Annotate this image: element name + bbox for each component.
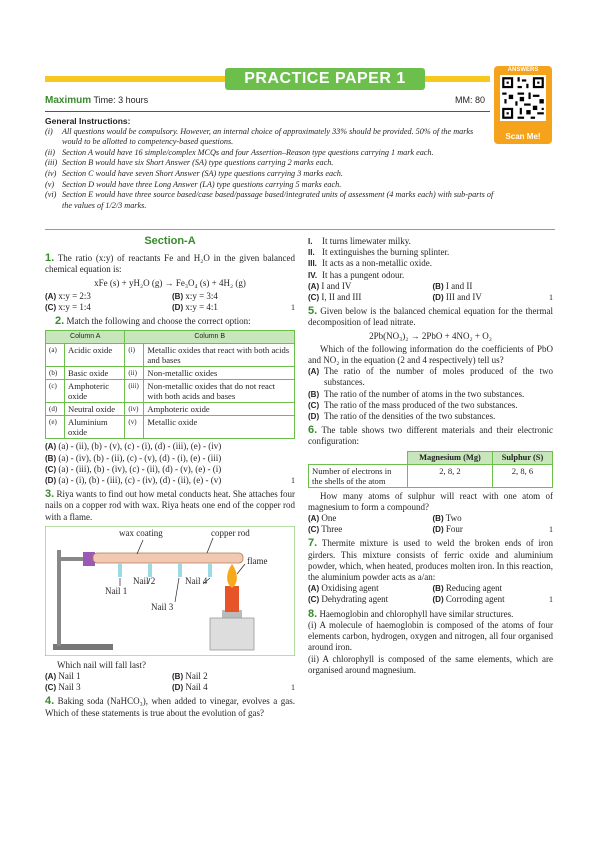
section-title: Section-A [144, 235, 196, 247]
header-divider [45, 111, 490, 112]
q7-option[interactable]: (C) Dehydrating agent [308, 594, 389, 605]
scan-me-label: Scan Me! [505, 132, 541, 141]
instructions-divider [45, 229, 555, 230]
q1-option[interactable]: (D) x:y = 4:1 1 [172, 302, 295, 313]
apparatus-illustration [45, 526, 295, 656]
q2-option[interactable]: (C) (a) - (iii), (b) - (iv), (c) - (ii), (d) - (v), (e) - (i) [45, 463, 222, 474]
column-a-header: Column A [46, 331, 125, 344]
q8-statement-1: (i) A molecule of haemoglobin is composed of the atoms of four elements carbon, hydrogen, oxygen and nitrogen, all four organised around iron. [308, 619, 553, 653]
q3-options [45, 671, 295, 693]
wax-coating-label: wax coating [119, 527, 163, 538]
q4-options [308, 281, 553, 303]
title-banner [45, 68, 490, 90]
instruction-item: (ii) Section A would have 16 simple/complex MCQs and four Assertion–Reason type questions carrying 1 mark each. [45, 147, 434, 157]
nail-2-label: Nail 2 [133, 575, 156, 586]
general-instructions [45, 116, 495, 211]
electron-config-table [308, 451, 553, 488]
question-2: 2. Match the following and choose the correct option: [55, 315, 251, 328]
instruction-item: (i) All questions would be compulsory. However, an internal choice of approximately 33% should be provided. 50% of the marks would to be allotted to competency-based questions. [45, 126, 474, 147]
right-column [308, 236, 553, 676]
q6-option[interactable]: (C) Three [308, 524, 343, 535]
q6-question: How many atoms of sulphur will react with one atom of magnesium to form a compound? [308, 490, 553, 512]
table-row: (e) Aluminium oxide (v) Metallic oxide [46, 416, 295, 439]
table-row: (d) Neutral oxide (iv) Amphoteric oxide [46, 403, 295, 416]
q7-option[interactable]: (D) Corroding agent 1 [432, 594, 553, 605]
magnesium-header: Magnesium (Mg) [408, 451, 493, 464]
q6-option[interactable]: (D) Four 1 [432, 524, 553, 535]
left-column [45, 236, 295, 719]
sulphur-header: Sulphur (S) [492, 451, 552, 464]
instruction-item: (vi) Section E would have three source based/case based/passage based/integrated units of assessment (4 marks each) with sub-parts of the values of 1/2/3 marks. [45, 190, 494, 210]
q2-option[interactable]: (B) (a) - (iv), (b) - (ii), (c) - (v), (d) - (i), (e) - (iii) [45, 452, 222, 463]
q1-options [45, 291, 295, 313]
q5-option[interactable]: (A) The ratio of the number of moles produced of the two substances. [308, 366, 553, 388]
q4-statement: II. It extinguishes the burning splinter. [308, 247, 450, 258]
q3-option[interactable]: (A) Nail 1 [45, 671, 81, 682]
instructions-title: General Instructions: [45, 116, 131, 126]
q6-options [308, 513, 553, 535]
q5-option[interactable]: (C) The ratio of the mass produced of the two substances. [308, 399, 518, 410]
q1-option[interactable]: (A) x:y = 2:3 [45, 290, 91, 301]
heat-conduction-diagram [45, 526, 295, 656]
nail-3-label: Nail 3 [151, 601, 174, 612]
question-6: 6. The table shows two different materials and their electronic configuration: [308, 424, 553, 447]
q7-options [308, 583, 553, 605]
copper-rod-label: copper rod [211, 527, 250, 538]
q1-marks: 1 [291, 303, 295, 313]
column-b-header: Column B [125, 331, 295, 344]
q4-statement: III. It acts as a non-metallic oxide. [308, 258, 432, 269]
q6-option[interactable]: (B) Two [432, 513, 462, 524]
q3-option[interactable]: (D) Nail 4 1 [172, 682, 295, 693]
q6-marks: 1 [549, 525, 553, 535]
q4-option[interactable]: (A) I and IV [308, 280, 352, 291]
q1-option[interactable]: (C) x:y = 1:4 [45, 302, 91, 313]
q5-option[interactable]: (B) The ratio of the number of atoms in the two substances. [308, 388, 525, 399]
table-row: (b) Basic oxide (ii) Non-metallic oxides [46, 367, 295, 380]
flame-label: flame [247, 555, 268, 566]
answers-label: ANSWERS [507, 67, 539, 73]
question-1: 1. The ratio (x:y) of reactants Fe and H₂O in the given balanced chemical equation is: [45, 252, 295, 275]
question-4: 4. Baking soda (NaHCO₃), when added to vinegar, evolves a gas. Which of these statements is true about the evolution of gas? [45, 695, 295, 718]
q1-equation: xFe (s) + yH₂O (g) → Fe₃O₄ (s) + 4H₂ (g) [94, 277, 246, 288]
qr-code-icon[interactable] [500, 75, 546, 121]
maximum-label: Maximum [45, 95, 92, 106]
q7-option[interactable]: (A) Oxidising agent [308, 583, 379, 594]
q2-option[interactable]: (A) (a) - (ii), (b) - (v), (c) - (i), (d) - (iii), (e) - (iv) [45, 441, 222, 452]
q3-option[interactable]: (B) Nail 2 [172, 671, 208, 682]
table-row: Number of electrons in the shells of the atom 2, 8, 2 2, 8, 6 [309, 464, 553, 487]
q4-option[interactable]: (D) III and IV 1 [432, 292, 553, 303]
question-5: 5. Given below is the balanced chemical equation for the thermal decomposition of lead nitrate. [308, 305, 553, 328]
q3-option[interactable]: (C) Nail 3 [45, 682, 81, 693]
question-8: 8. Haemoglobin and chlorophyll have similar structures. [308, 607, 514, 620]
nail-4-label: Nail 4 [185, 575, 208, 586]
match-table [45, 330, 295, 439]
nail-1-label: Nail 1 [105, 585, 128, 596]
q4-statement: IV. It has a pungent odour. [308, 269, 405, 280]
instruction-item: (v) Section D would have three Long Answer (LA) type questions carrying 5 marks each. [45, 179, 342, 189]
q4-option[interactable]: (B) I and II [432, 280, 473, 291]
q5-equation: 2Pb(NO₃)₂ → 2PbO + 4NO₂ + O₂ [369, 330, 492, 341]
q5-question: Which of the following information do the coefficients of PbO and NO₂ in the equation (2 and 4 respectively) tell us? [308, 343, 553, 366]
q6-option[interactable]: (A) One [308, 513, 337, 524]
q3-marks: 1 [291, 683, 295, 693]
q7-marks: 1 [549, 595, 553, 605]
table-row: (a) Acidic oxide (i) Metallic oxides that react with both acids and bases [46, 344, 295, 367]
q8-statement-2: (ii) A chlorophyll is composed of the same elements, which are organised around magnesium. [308, 653, 553, 675]
q3-question: Which nail will fall last? [57, 659, 146, 670]
table-row: (c) Amphoteric oxide (iii) Non-metallic oxides that do not react with both acids and bases [46, 380, 295, 403]
q1-option[interactable]: (B) x:y = 3:4 [172, 290, 218, 301]
q4-marks: 1 [549, 293, 553, 303]
max-marks: MM: 80 [454, 95, 485, 105]
paper-title: PRACTICE PAPER 1 [225, 68, 425, 90]
instruction-item: (iii) Section B would have six Short Answer (SA) type questions carrying 2 marks each. [45, 158, 334, 168]
instruction-item: (iv) Section C would have seven Short Answer (SA) type questions carrying 3 marks each. [45, 168, 343, 178]
answers-qr-box[interactable] [494, 66, 552, 144]
q4-option[interactable]: (C) I, II and III [308, 292, 362, 303]
paper-header [45, 95, 485, 109]
question-3: 3. Riya wants to find out how metal conducts heat. She attaches four nails on a copper rod with wax. Riya heats one end of the copper rod with a flame. [45, 488, 296, 522]
q4-statement: I. It turns limewater milky. [308, 236, 411, 246]
q2-marks: 1 [291, 476, 295, 486]
q5-option[interactable]: (D) The ratio of the densities of the two substances. [308, 411, 496, 422]
q2-option[interactable]: (D) (a) - (i), (b) - (iii), (c) - (iv), (d) - (ii), (e) - (v) 1 [45, 475, 295, 486]
question-7: 7. Thermite mixture is used to weld the broken ends of iron girders. This mixture consists of ferric oxide and aluminium powder, which, when heated, produces molten iron. In this reaction, the aluminium powder acts as a/an: [308, 537, 553, 583]
q7-option[interactable]: (B) Reducing agent [432, 583, 503, 594]
time-label: Time: 3 hours [93, 95, 149, 105]
